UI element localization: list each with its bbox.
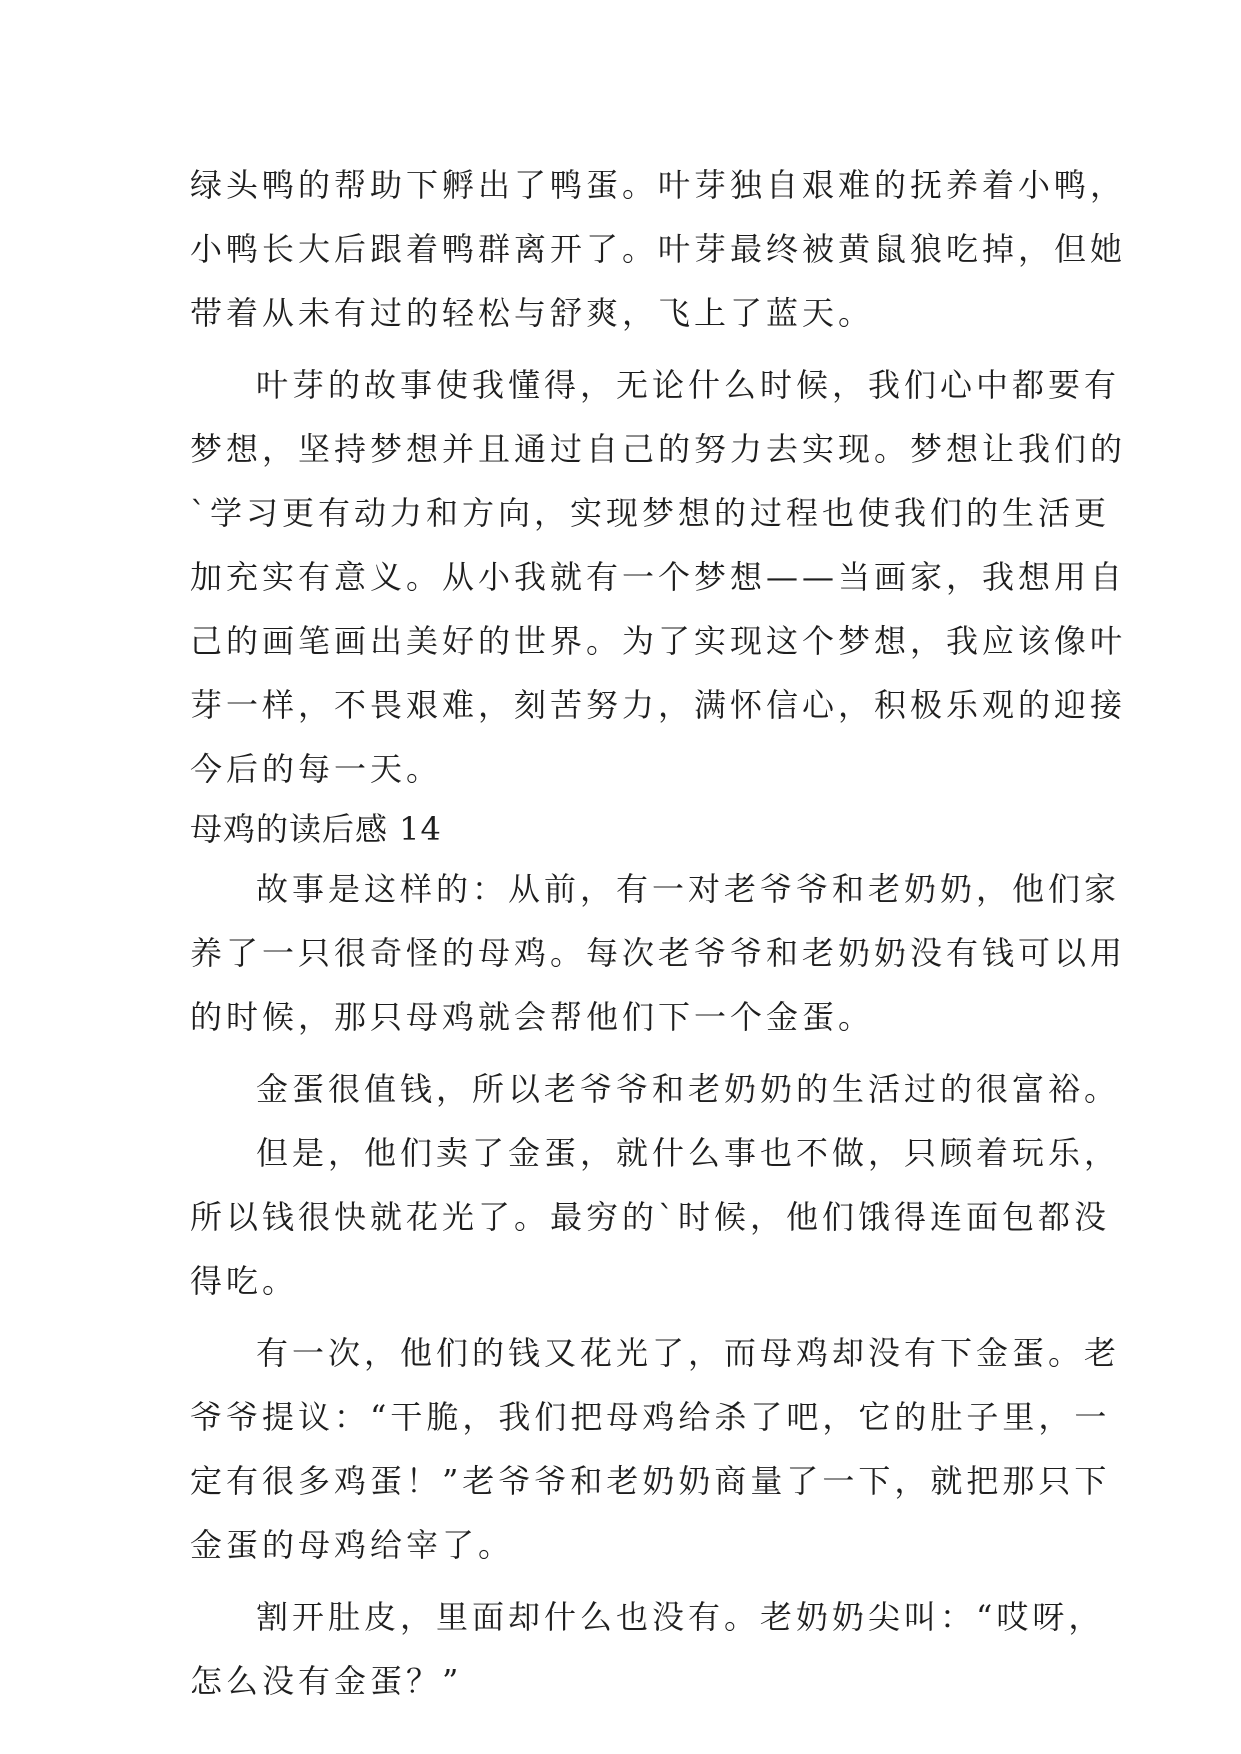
- text-line: 得吃。: [190, 1262, 299, 1300]
- paragraph: [190, 1121, 1121, 1313]
- paragraph: [190, 353, 1127, 801]
- section-heading: 母鸡的读后感 14: [190, 810, 442, 848]
- document-body: [190, 153, 1127, 1713]
- text-line: 芽一样，不畏艰难，刻苦努力，满怀信心，积极乐观的迎接: [190, 686, 1127, 724]
- text-line: 定有很多鸡蛋！”老爷爷和老奶奶商量了一下，就把那只下: [190, 1462, 1111, 1500]
- text-line: 金蛋的母鸡给宰了。: [190, 1526, 515, 1564]
- text-line: 梦想，坚持梦想并且通过自己的努力去实现。梦想让我们的: [190, 430, 1127, 468]
- paragraph: [190, 857, 1127, 1049]
- paragraph: [190, 1057, 1121, 1121]
- text-line: 养了一只很奇怪的母鸡。每次老爷爷和老奶奶没有钱可以用: [190, 934, 1127, 972]
- text-line: 有一次，他们的钱又花光了，而母鸡却没有下金蛋。老: [256, 1334, 1121, 1372]
- text-line: 爷爷提议：“干脆，我们把母鸡给杀了吧，它的肚子里，一: [190, 1398, 1111, 1436]
- text-line: 绿头鸭的帮助下孵出了鸭蛋。叶芽独自艰难的抚养着小鸭，: [190, 166, 1127, 204]
- paragraph: [190, 1585, 1105, 1713]
- text-line: 故事是这样的：从前，有一对老爷爷和老奶奶，他们家: [256, 870, 1121, 908]
- text-line: `学习更有动力和方向，实现梦想的过程也使我们的生活更: [190, 494, 1111, 532]
- text-line: 小鸭长大后跟着鸭群离开了。叶芽最终被黄鼠狼吃掉，但她: [190, 230, 1127, 268]
- text-line: 今后的每一天。: [190, 750, 443, 788]
- paragraph: [190, 153, 1127, 345]
- text-line: 己的画笔画出美好的世界。为了实现这个梦想，我应该像叶: [190, 622, 1127, 660]
- text-line: 叶芽的故事使我懂得，无论什么时候，我们心中都要有: [256, 366, 1121, 404]
- paragraph: [190, 1321, 1121, 1577]
- text-line: 所以钱很快就花光了。最穷的`时候，他们饿得连面包都没: [190, 1198, 1111, 1236]
- text-line: 但是，他们卖了金蛋，就什么事也不做，只顾着玩乐，: [256, 1134, 1121, 1172]
- text-line: 带着从未有过的轻松与舒爽，飞上了蓝天。: [190, 294, 875, 332]
- text-line: 怎么没有金蛋？”: [190, 1662, 463, 1700]
- text-line: 加充实有意义。从小我就有一个梦想——当画家，我想用自: [190, 558, 1127, 596]
- text-line: 的时候，那只母鸡就会帮他们下一个金蛋。: [190, 998, 875, 1036]
- text-line: 割开肚皮，里面却什么也没有。老奶奶尖叫：“哎呀，: [256, 1598, 1105, 1636]
- text-line: 金蛋很值钱，所以老爷爷和老奶奶的生活过的很富裕。: [256, 1070, 1121, 1108]
